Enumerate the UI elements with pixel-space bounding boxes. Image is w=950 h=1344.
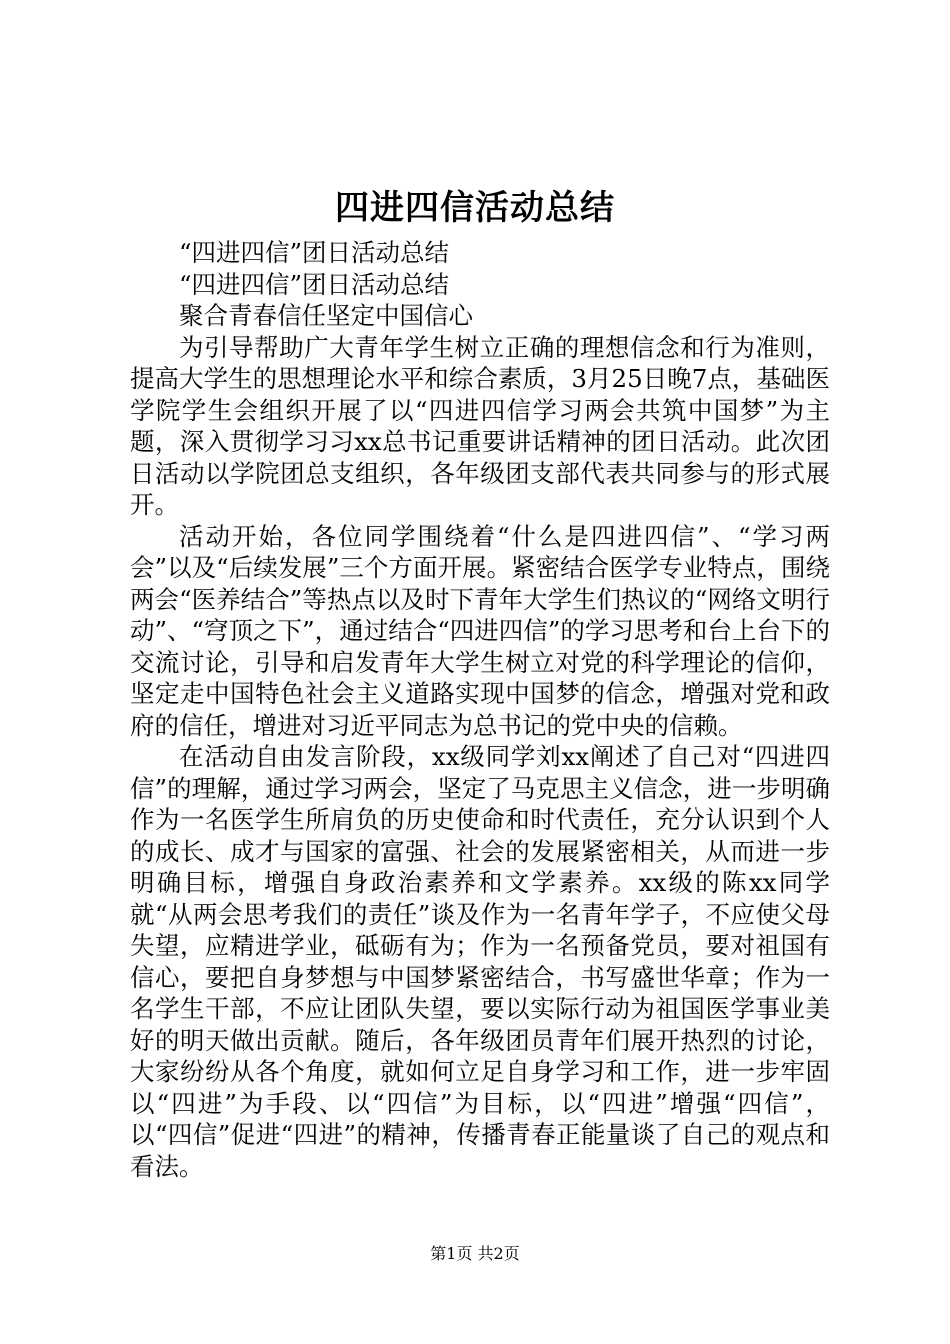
paragraph-activity: 活动开始，各位同学围绕着“什么是四进四信”、“学习两会”以及“后续发展”三个方面开展。紧密结合医学专业特点，围绕两会“医养结合”等热点以及时下青年大学生们热议的“网络文明行动”、“穹顶之下”，通过结合“四进四信”的学习思考和台上台下的交流讨论，引导和启发青年大学生树立对党的科学理论的信仰，坚定走中国特色社会主义道路实现中国梦的信念，增强对党和政府的信任，增进对习近平同志为总书记的党中央的信赖。: [130, 521, 830, 740]
paragraph-discussion: 在活动自由发言阶段，xx级同学刘xx阐述了自己对“四进四信”的理解，通过学习两会，坚定了马克思主义信念，进一步明确作为一名医学生所肩负的历史使命和时代责任，充分认识到个人的成长、成才与国家的富强、社会的发展紧密相关，从而进一步明确目标，增强自身政治素养和文学素养。xx级的陈xx同学就“从两会思考我们的责任”谈及作为一名青年学子，不应使父母失望，应精进学业，砥砺有为；作为一名预备党员，要对祖国有信心，要把自身梦想与中国梦紧密结合，书写盛世华章；作为一名学生干部，不应让团队失望，要以实际行动为祖国医学事业美好的明天做出贡献。随后，各年级团员青年们展开热烈的讨论，大家纷纷从各个角度，就如何立足自身学习和工作，进一步牢固以“四进”为手段、以“四信”为目标，以“四进”增强“四信”，以“四信”促进“四进”的精神，传播青春正能量谈了自己的观点和看法。: [130, 742, 830, 1181]
paragraph-slogan: 聚合青春信任坚定中国信心: [179, 301, 473, 330]
document-body: [130, 237, 830, 1182]
paragraph-subtitle-2: “四进四信”团日活动总结: [179, 269, 450, 299]
paragraph-intro: 为引导帮助广大青年学生树立正确的理想信念和行为准则，提高大学生的思想理论水平和综合素质，3月25日晚7点，基础医学院学生会组织开展了以“四进四信学习两会共筑中国梦”为主题，深入贯彻学习习xx总书记重要讲话精神的团日活动。此次团日活动以学院团总支组织，各年级团支部代表共同参与的形式展开。: [130, 332, 830, 519]
page-footer: 第1页 共2页: [430, 1244, 520, 1263]
paragraph-subtitle-1: “四进四信”团日活动总结: [179, 238, 450, 267]
document-title: 四进四信活动总结: [335, 188, 615, 228]
